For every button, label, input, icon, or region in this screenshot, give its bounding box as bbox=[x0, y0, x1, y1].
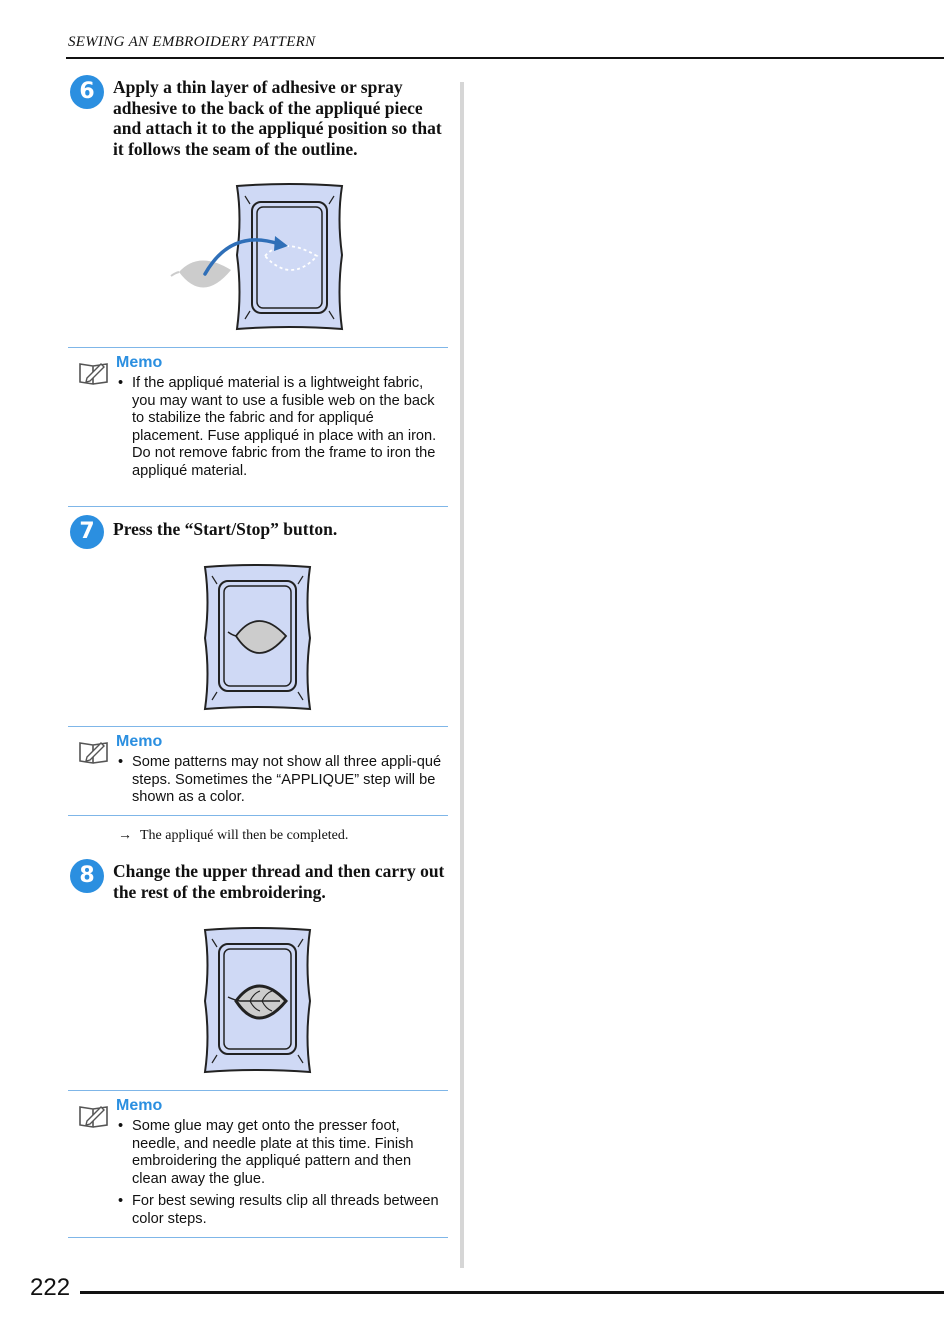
bullet: • bbox=[118, 754, 124, 770]
step-6 bbox=[70, 75, 450, 159]
memo-box bbox=[68, 726, 448, 816]
figure-sewing-applique bbox=[200, 562, 315, 714]
step-number-badge: 7 bbox=[70, 515, 104, 549]
column-divider bbox=[460, 82, 464, 1268]
result-text: The appliqué will then be completed. bbox=[140, 828, 349, 843]
memo-item bbox=[118, 1118, 448, 1188]
step-instruction: Apply a thin layer of adhesive or spray adhesive to the back of the appliqué piece and attach it to the appliqué position so that it follows the seam of the outline. bbox=[113, 77, 442, 159]
memo-item-text: For best sewing results clip all threads between color steps. bbox=[132, 1193, 439, 1227]
memo-list bbox=[118, 1118, 448, 1234]
result-arrow-icon: → bbox=[118, 828, 132, 843]
memo-title: Memo bbox=[116, 1097, 163, 1114]
memo-box bbox=[68, 347, 448, 507]
memo-item-text: Some glue may get onto the presser foot, needle, and needle plate at this time. Finish embroidering the appliqué pattern and then clean away the glue. bbox=[132, 1118, 414, 1187]
memo-item-text: If the appliqué material is a lightweight fabric, you may want to use a fusible web on the back to stabilize the fabric and for appliqué placement. Fuse appliqué in place with an iron. Do not remove fabric from the frame to iron the appliqué material. bbox=[132, 375, 437, 479]
header-rule bbox=[66, 57, 944, 59]
step-8 bbox=[70, 859, 450, 902]
bullet: • bbox=[118, 1193, 124, 1210]
page-header-title: SEWING AN EMBROIDERY PATTERN bbox=[68, 34, 316, 50]
memo-title: Memo bbox=[116, 733, 163, 750]
figure-attach-applique bbox=[165, 180, 355, 335]
figure-finished-embroidery bbox=[200, 925, 315, 1077]
step-7 bbox=[70, 515, 450, 544]
step-number-badge: 8 bbox=[70, 859, 104, 893]
step-instruction: Press the “Start/Stop” button. bbox=[113, 519, 338, 539]
memo-book-pencil-icon bbox=[79, 360, 109, 386]
memo-item bbox=[118, 375, 448, 481]
step-instruction: Change the upper thread and then carry out the rest of the embroidering. bbox=[113, 861, 445, 902]
memo-item bbox=[118, 1193, 448, 1228]
footer-rule bbox=[80, 1291, 944, 1294]
bullet: • bbox=[118, 375, 124, 391]
memo-title: Memo bbox=[116, 354, 163, 371]
memo-box bbox=[68, 1090, 448, 1238]
memo-item bbox=[118, 754, 448, 807]
memo-list bbox=[118, 754, 448, 812]
memo-book-pencil-icon bbox=[79, 1103, 109, 1129]
result-note bbox=[118, 828, 348, 844]
page-number: 222 bbox=[30, 1274, 71, 1301]
bullet: • bbox=[118, 1118, 124, 1134]
memo-item-text: Some patterns may not show all three appli-qué steps. Sometimes the “APPLIQUE” step will be shown as a color. bbox=[132, 754, 442, 806]
memo-book-pencil-icon bbox=[79, 739, 109, 765]
memo-list bbox=[118, 375, 448, 486]
step-number-badge: 6 bbox=[70, 75, 104, 109]
